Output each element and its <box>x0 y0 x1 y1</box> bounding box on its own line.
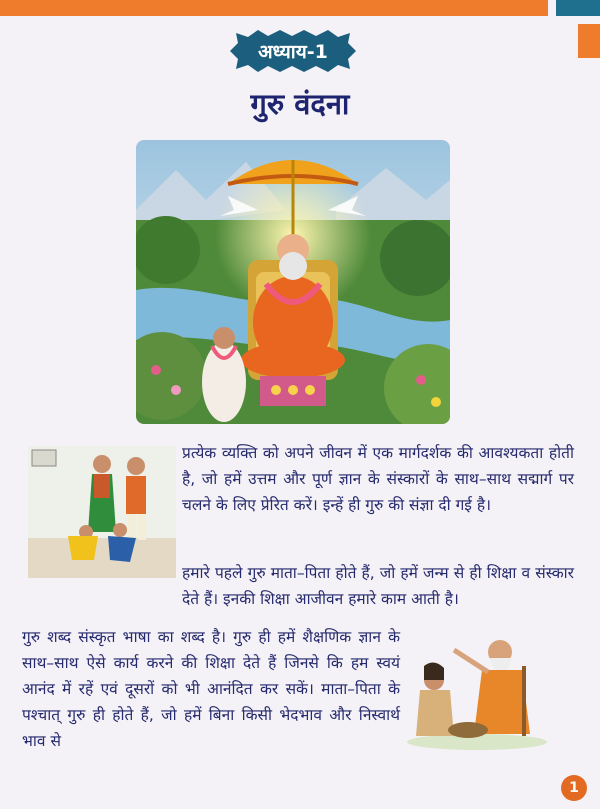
paragraph-1: प्रत्येक व्यक्ति को अपने जीवन में एक मार्गदर्शक की आवश्यकता होती है, जो हमें उत्तम और पूर्ण ज्ञान के संस्कारों के साथ–साथ सद्मार्ग पर चलने के लिए प्रेरित करें। इन्हें ही गुरु की संज्ञा दी गई है। <box>182 444 574 514</box>
paragraph-3: गुरु शब्द संस्कृत भाषा का शब्द है। गुरु ही हमें शैक्षणिक ज्ञान के साथ–साथ ऐसे कार्य करने की शिक्षा देते हैं जिनसे कि हम स्वयं आनंद में रहें एवं दूसरों को भी आनंदित कर सकें। माता–पिता के पश्चात् गुरु ही होते हैं, जो हमें बिना किसी भेदभाव और निस्वार्थ भाव से <box>22 628 400 750</box>
guru-seated-on-throne-illustration <box>136 140 450 424</box>
top-orange-bar <box>0 0 548 16</box>
side-orange-tab <box>578 24 600 58</box>
children-touching-parents-feet-illustration <box>28 446 176 578</box>
page-title: गुरु वंदना <box>250 87 350 121</box>
paragraph-2: हमारे पहले गुरु माता–पिता होते हैं, जो हमें जन्म से ही शिक्षा व संस्कार देते हैं। इनकी शिक्षा आजीवन हमारे काम आती है। <box>182 564 574 608</box>
chapter-badge <box>226 28 360 74</box>
sage-blessing-disciple-illustration <box>404 626 550 750</box>
page-number: 1 <box>561 775 587 801</box>
top-teal-bar <box>556 0 600 16</box>
chapter-label: अध्याय-1 <box>258 41 328 63</box>
